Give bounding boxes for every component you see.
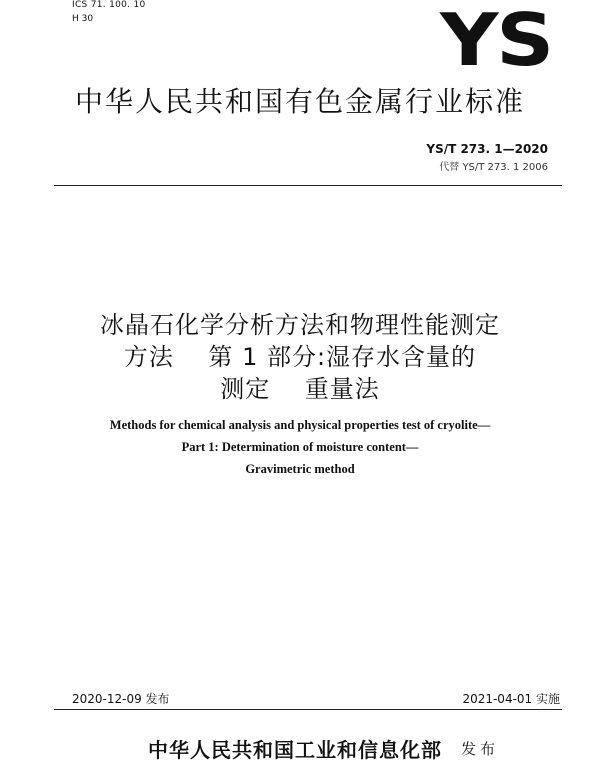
issuing-authority: 中华人民共和国工业和信息化部 — [148, 738, 442, 762]
implementation-date: 2021-04-01 实施 — [462, 692, 560, 706]
ccs-code: H 30 — [72, 14, 94, 24]
standard-number: YS/T 273. 1—2020 — [426, 142, 548, 156]
zh-title-line-1: 冰晶石化学分析方法和物理性能测定 — [100, 311, 500, 339]
ys-logo: YS — [440, 0, 552, 82]
zh-title-line-3: 测定 重量法 — [220, 375, 380, 403]
zh-title-line-2: 方法 第 1 部分:湿存水含量的 — [123, 343, 477, 371]
standard-category-title: 中华人民共和国有色金属行业标准 — [74, 85, 525, 118]
en-title-line-2: Part 1: Determination of moisture content— — [181, 440, 419, 454]
replaces-standard: 代替 YS/T 273. 1 2006 — [439, 162, 548, 173]
en-title-line-3: Gravimetric method — [245, 462, 355, 476]
issue-date: 2020-12-09 发布 — [72, 692, 170, 706]
ics-code: ICS 71. 100. 10 — [72, 0, 146, 10]
issue-label: 发布 — [461, 740, 500, 758]
footer-divider — [54, 709, 562, 710]
en-title-line-1: Methods for chemical analysis and physical properties test of cryolite— — [109, 418, 491, 432]
header-divider — [54, 185, 562, 186]
